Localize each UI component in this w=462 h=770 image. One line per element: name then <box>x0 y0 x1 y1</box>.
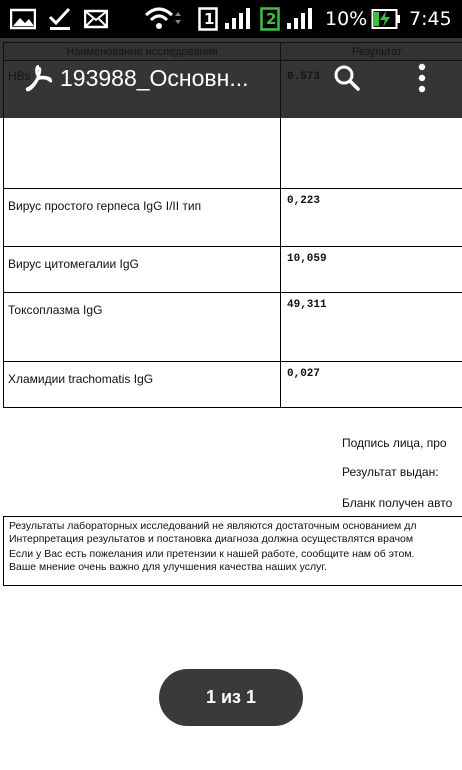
test-name: Вирус цитомегалии IgG <box>4 247 281 293</box>
table-row <box>4 293 462 362</box>
wifi-icon <box>144 0 182 38</box>
test-name: Токсоплазма IgG <box>4 293 281 362</box>
test-value: 0,027 <box>281 362 462 408</box>
more-icon[interactable] <box>402 38 442 118</box>
test-value: 49,311 <box>281 293 462 362</box>
test-name: Вирус простого герпеса IgG I/II тип <box>4 189 281 247</box>
signal-icon <box>286 0 316 38</box>
pdf-page[interactable] <box>0 38 462 770</box>
search-icon[interactable] <box>326 38 368 118</box>
table-row <box>4 362 462 408</box>
disclaimer-box <box>3 516 462 586</box>
gallery-icon <box>10 0 36 38</box>
check-icon <box>48 0 72 38</box>
disclaimer-line: Интерпретация результатов и постановка диагноза должна осуществлятся врачом <box>9 532 414 545</box>
pdf-icon[interactable] <box>22 38 56 118</box>
form-received-line: Бланк получен авто <box>342 496 453 510</box>
disclaimer-line: Результаты лабораторных исследований не являются достаточным основанием дл <box>9 520 417 532</box>
battery-charging-icon <box>371 0 401 38</box>
page-indicator[interactable]: 1 из 1 <box>159 669 303 726</box>
table-row <box>4 247 462 293</box>
sim1-label: 1 <box>204 10 215 28</box>
battery-percent: 10% <box>325 8 368 30</box>
sim2-label: 2 <box>266 10 277 28</box>
clock: 7:45 <box>409 8 452 30</box>
result-issued-line: Результат выдан: <box>342 465 439 479</box>
app-toolbar <box>0 38 462 118</box>
signal-icon <box>224 0 254 38</box>
document-title: 193988_Основн... <box>60 64 249 91</box>
table-row <box>4 189 462 247</box>
status-bar <box>0 0 462 38</box>
mail-icon <box>84 0 108 38</box>
test-value: 0,223 <box>281 189 462 247</box>
feedback-line: Если у Вас есть пожелания или претензии к нашей работе, сообщите нам об этом. <box>9 548 415 560</box>
test-value: 10,059 <box>281 247 462 293</box>
feedback-line: Ваше мнение очень важно для улучшения качества наших услуг. <box>9 560 327 573</box>
signature-person-line: Подпись лица, про <box>342 436 447 450</box>
test-name: Хламидии trachomatis IgG <box>4 362 281 408</box>
